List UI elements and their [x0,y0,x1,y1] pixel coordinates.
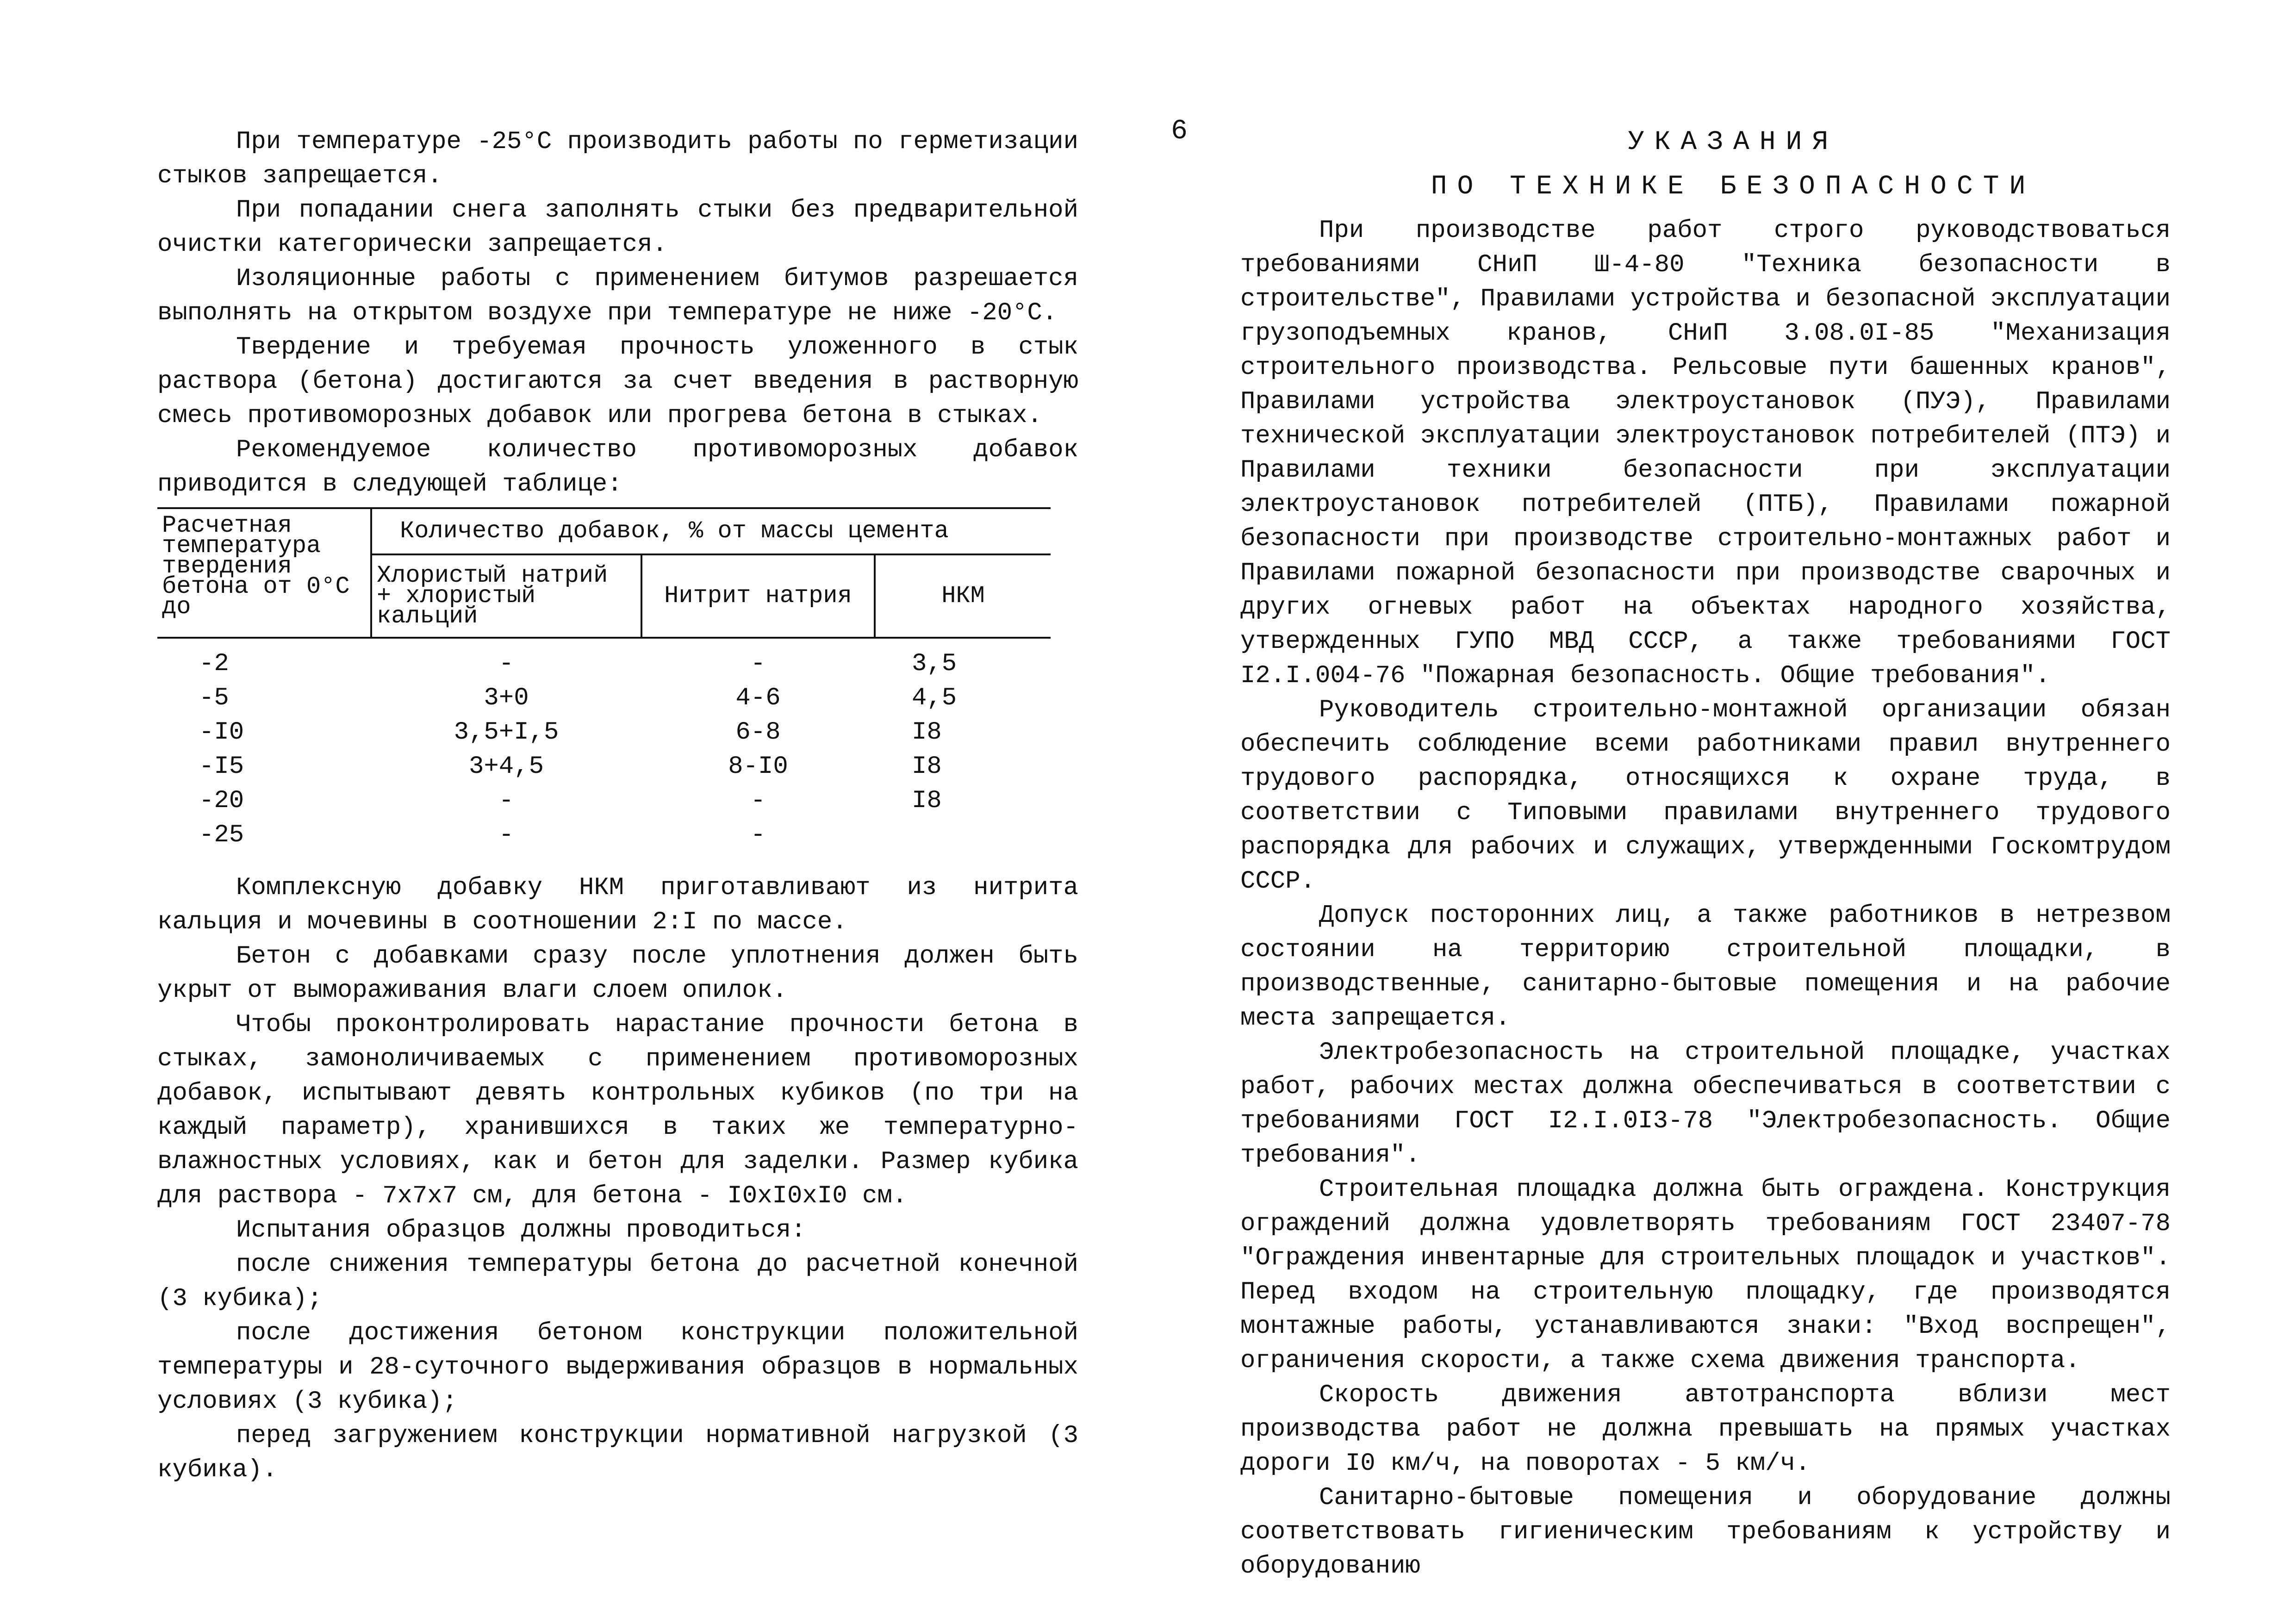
cell-chlorides: - [498,650,514,678]
additives-table [157,507,1051,852]
header-nkm: НКМ [875,554,1051,638]
cell-temp: -I0 [199,718,244,746]
left-paragraph: Испытания образцов должны проводиться: [236,1216,806,1244]
cell-chlorides: 3+4,5 [468,752,544,781]
cell-nkm: I8 [912,752,942,781]
header-temperature: Расчетная температура твердения бетона от 0°С до [157,508,371,638]
left-list-item: после достижения бетоном конструкции положительной температуры и 28-суточного выдерживания образцов в нормальных условиях (3 кубика); [157,1319,1078,1416]
cell-temp: -2 [199,650,229,678]
left-paragraph: Бетон с добавками сразу после уплотнения должен быть укрыт от вымораживания влаги слоем опилок. [157,942,1078,1005]
cell-chlorides: - [498,821,514,849]
cell-temp: -5 [199,684,229,712]
right-paragraph: При производстве работ строго руководствоваться требованиями СНиП Ш-4-80 "Техника безопасности в строительстве", Правилами устройства и безопасной эксплуатации грузоподъемных кранов, СНиП 3.08.0I-85 "Механизация строительного производства. Рельсовые пути башенных кранов", Правилами устройства электроустановок (ПУЭ), Правилами технической эксплуатации электроустановок потребителей (ПТЭ) и Правилами техники безопасности при эксплуатации электроустановок потребителей (ПТБ), Правилами пожарной безопасности при производстве строительно-монтажных работ и Правилами пожарной безопасности при производстве сварочных и других огневых работ на объектах народного хозяйства, утвержденных ГУПО МВД СССР, а также требованиями ГОСТ I2.I.004-76 "Пожарная безопасность. Общие требования". [1240,217,2171,690]
right-paragraph: Санитарно-бытовые помещения и оборудование должны соответствовать гигиеническим требованиям к устройству и оборудованию [1240,1484,2171,1580]
header-sodium-nitrite: Нитрит натрия [641,554,875,638]
table-row [157,750,1051,784]
table-row [157,784,1051,818]
table-row [157,818,1051,852]
left-column [157,125,1078,1487]
cell-nkm: I8 [912,787,942,815]
page-number: 6 [1171,116,1188,147]
cell-nitrite: 6-8 [735,718,781,746]
header-chlorides: Хлористый натрий + хлористый кальций [371,554,641,638]
right-paragraph: Руководитель строительно-монтажной организации обязан обеспечить соблюдение всеми работниками правил внутреннего трудового распорядка, относящихся к охране труда, в соответствии с Типовыми правилами внутреннего трудового распорядка для рабочих и служащих, утвержденными Госкомтрудом СССР. [1240,696,2171,895]
cell-nitrite: - [750,650,766,678]
cell-nkm: 3,5 [912,650,957,678]
section-title-line1: УКАЗАНИЯ [1628,127,1839,157]
cell-chlorides: 3,5+I,5 [454,718,559,746]
table-row [157,681,1051,715]
left-paragraph: Изоляционные работы с применением битумов разрешается выполнять на открытом воздухе при температуре не ниже -20°С. [157,265,1078,327]
cell-nkm: 4,5 [912,684,957,712]
left-paragraph: Рекомендуемое количество противоморозных добавок приводится в следующей таблице: [157,436,1078,498]
table-row [157,638,1051,681]
cell-chlorides: - [498,787,514,815]
right-column [1240,125,2171,1584]
left-list-item: после снижения температуры бетона до расчетной конечной (3 кубика); [157,1250,1078,1313]
cell-chlorides: 3+0 [484,684,529,712]
left-paragraph: Комплексную добавку НКМ приготавливают из нитрита кальция и мочевины в соотношении 2:I по массе. [157,874,1078,936]
left-paragraph: При попадании снега заполнять стыки без предварительной очистки категорически запрещается. [157,196,1078,259]
cell-temp: -20 [199,787,244,815]
table-row [157,715,1051,750]
cell-nitrite: - [750,821,766,849]
left-paragraph: Чтобы проконтролировать нарастание прочности бетона в стыках, замоноличиваемых с применением противоморозных добавок, испытывают девять контрольных кубиков (по три на каждый параметр), хранившихся в таких же температурно-влажностных условиях, как и бетон для заделки. Размер кубика для раствора - 7х7х7 см, для бетона - I0хI0хI0 см. [157,1011,1078,1210]
section-title-line2: ПО ТЕХНИКЕ БЕЗОПАСНОСТИ [1431,172,2036,202]
left-paragraph: Твердение и требуемая прочность уложенного в стык раствора (бетона) достигаются за счет введения в растворную смесь противоморозных добавок или прогрева бетона в стыках. [157,333,1078,430]
left-list-item: перед загружением конструкции нормативной нагрузкой (3 кубика). [157,1422,1078,1484]
cell-nkm: I8 [912,718,942,746]
right-paragraph: Скорость движения автотранспорта вблизи мест производства работ не должна превышать на прямых участках дороги I0 км/ч, на поворотах - 5 км/ч. [1240,1381,2171,1478]
cell-nitrite: 8-I0 [728,752,788,781]
header-quantity: Количество добавок, % от массы цемента [371,508,1051,554]
right-paragraph: Допуск посторонних лиц, а также работников в нетрезвом состоянии на территорию строительной площадки, в производственные, санитарно-бытовые помещения и на рабочие места запрещается. [1240,902,2171,1032]
cell-nitrite: 4-6 [735,684,781,712]
left-paragraph: При температуре -25°С производить работы по герметизации стыков запрещается. [157,128,1078,190]
right-paragraph: Электробезопасность на строительной площадке, участках работ, рабочих местах должна обеспечиваться в соответствии с требованиями ГОСТ I2.I.0I3-78 "Электробезопасность. Общие требования". [1240,1038,2171,1169]
cell-nitrite: - [750,787,766,815]
right-paragraph: Строительная площадка должна быть ограждена. Конструкция ограждений должна удовлетворять требованиям ГОСТ 23407-78 "Ограждения инвентарные для строительных площадок и участков". Перед входом на строительную площадку, где производятся монтажные работы, устанавливаются знаки: "Вход воспрещен", ограничения скорости, а также схема движения транспорта. [1240,1175,2171,1375]
cell-temp: -25 [199,821,244,849]
cell-temp: -I5 [199,752,244,781]
cell-nkm [875,818,1051,852]
